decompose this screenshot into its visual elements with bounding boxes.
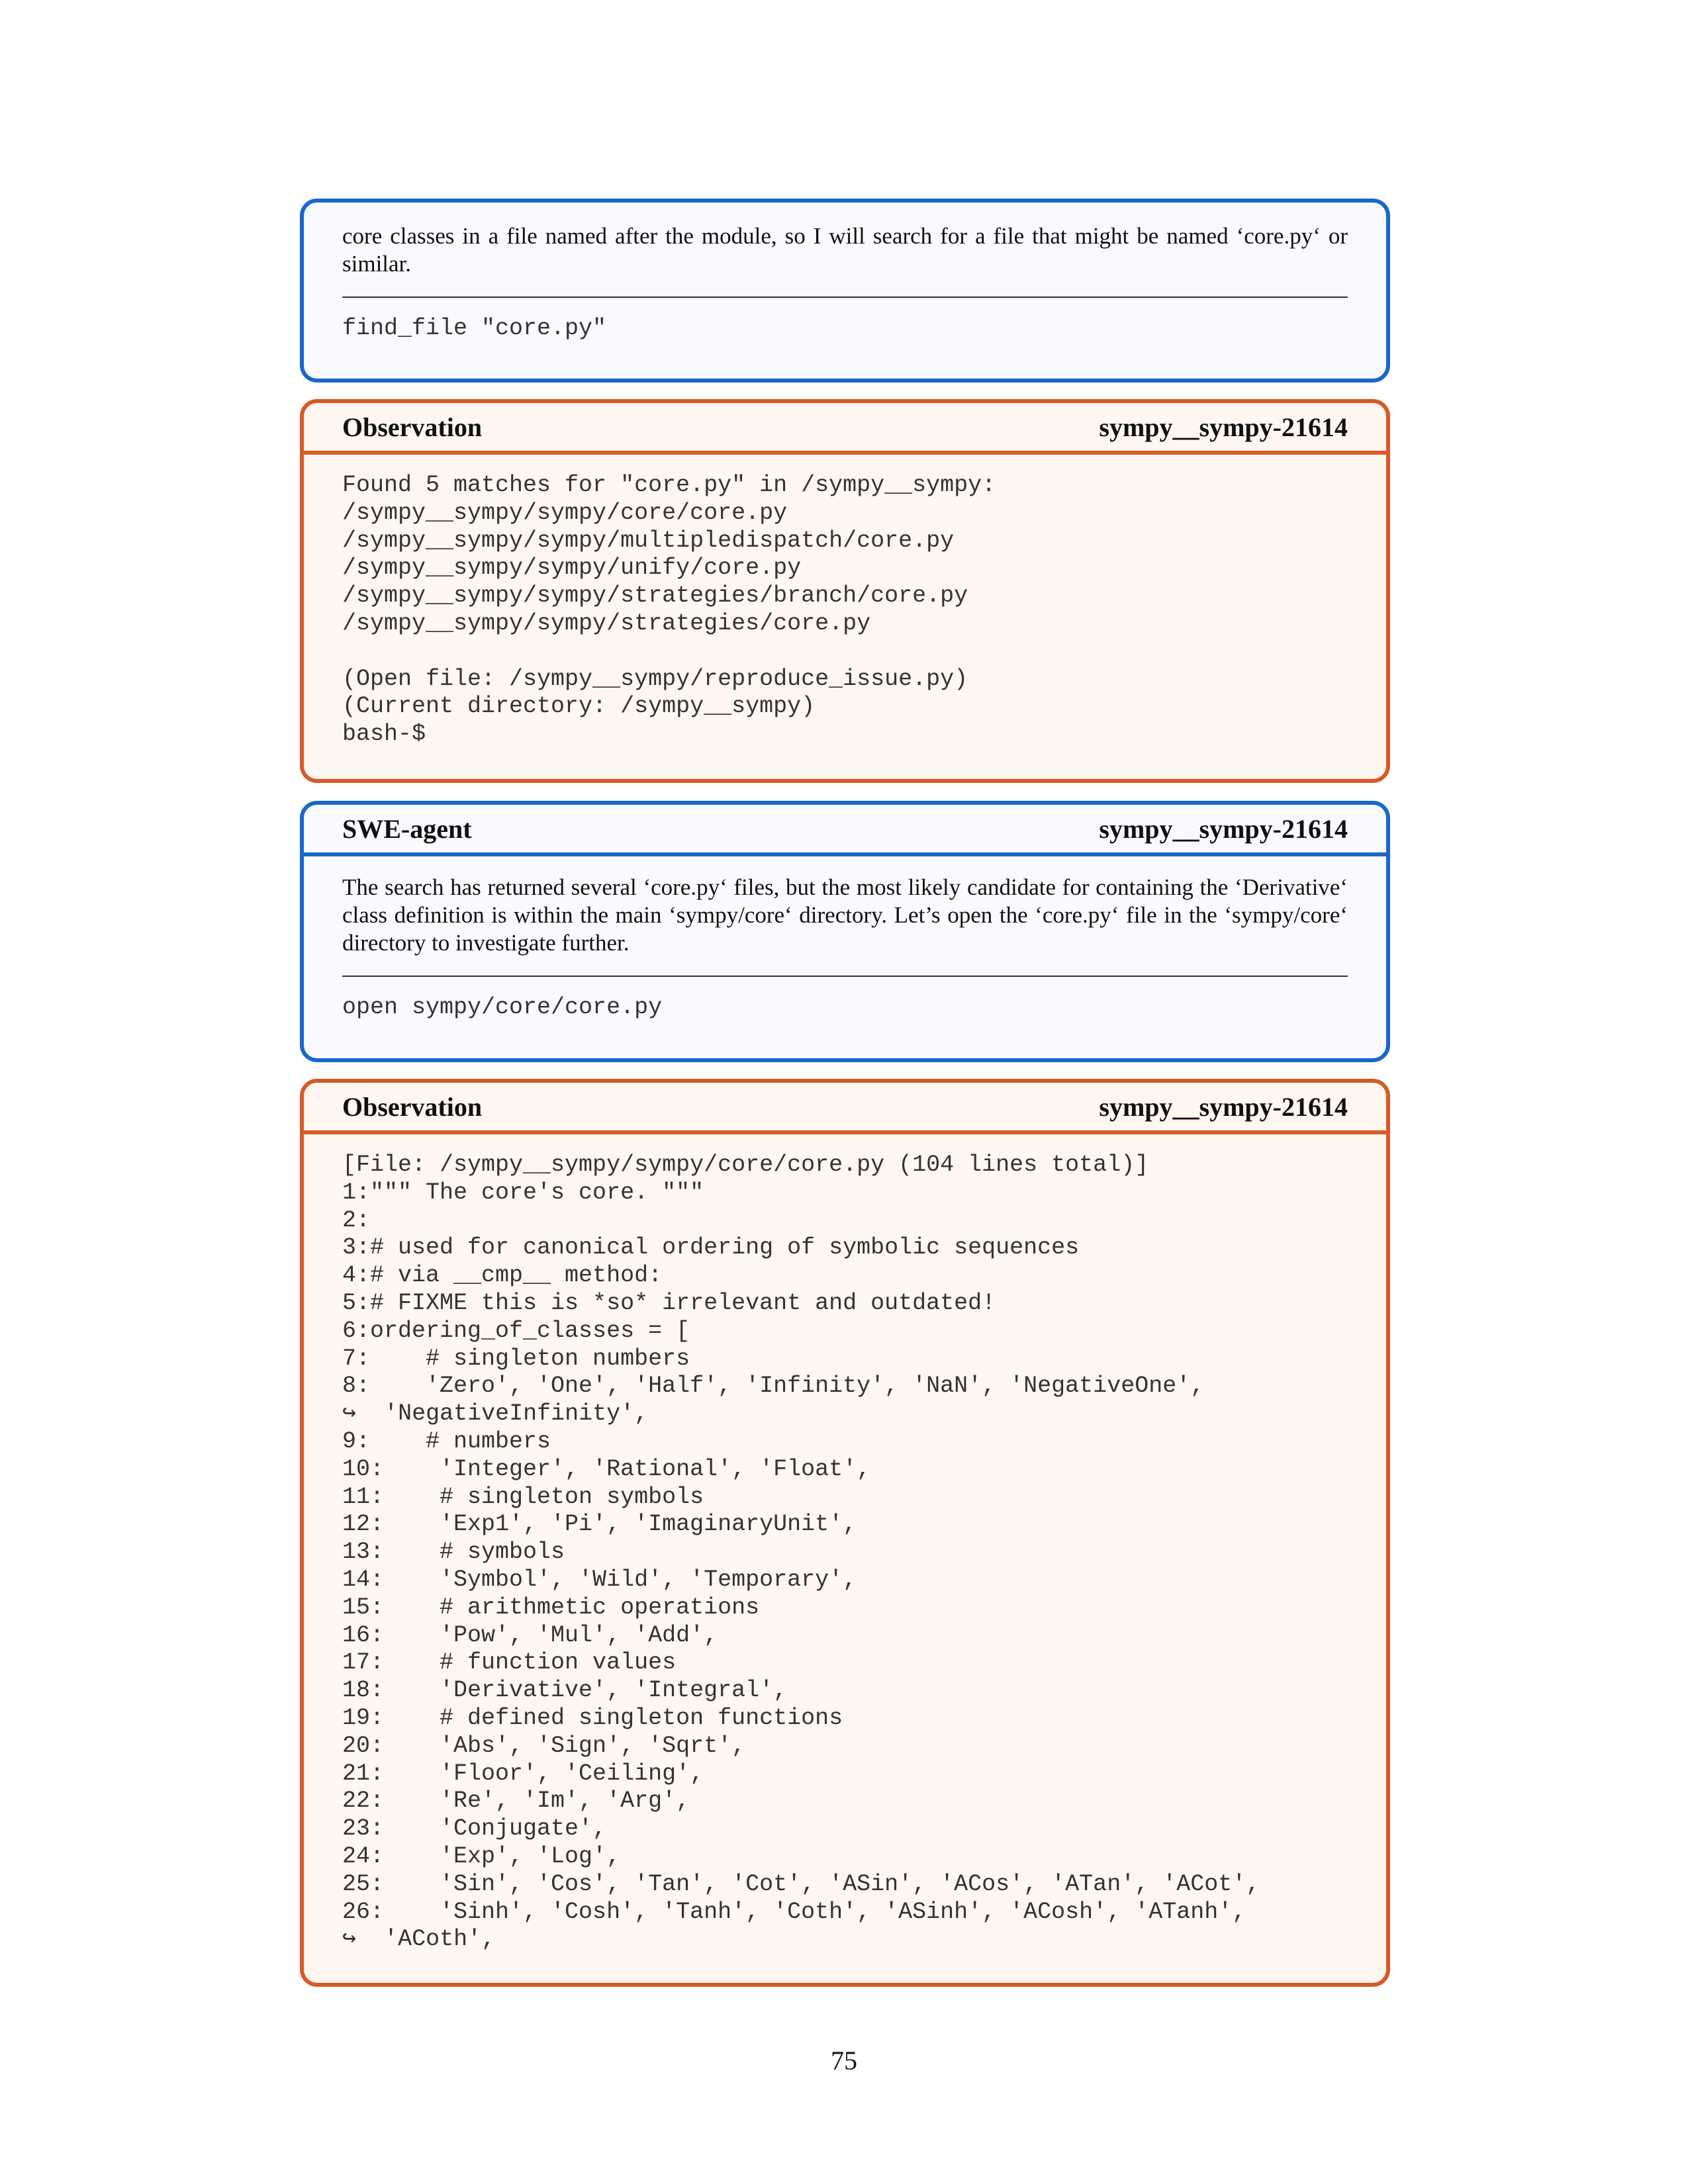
observation-header xyxy=(304,403,1386,455)
file-view-output xyxy=(342,1152,1348,1954)
agent-header xyxy=(304,805,1386,856)
block-title: Observation xyxy=(342,1091,483,1122)
instance-id: sympy__sympy-21614 xyxy=(1099,412,1348,442)
output-line: 23: 'Conjugate', xyxy=(342,1815,607,1843)
output-line: 13: # symbols xyxy=(342,1539,565,1566)
output-line: 20: 'Abs', 'Sign', 'Sqrt', xyxy=(342,1732,746,1759)
output-line: 15: # arithmetic operations xyxy=(342,1594,760,1621)
observation-block-1 xyxy=(300,399,1390,783)
output-line: (Open file: /sympy__sympy/reproduce_issue.py) xyxy=(342,665,968,692)
observation-block-2 xyxy=(300,1079,1390,1987)
output-line: 3:# used for canonical ordering of symbolic sequences xyxy=(342,1234,1080,1261)
output-line: /sympy__sympy/sympy/strategies/branch/core.py xyxy=(342,582,968,610)
output-line: 12: 'Exp1', 'Pi', 'ImaginaryUnit', xyxy=(342,1511,857,1538)
divider xyxy=(342,296,1348,298)
output-line: /sympy__sympy/sympy/strategies/core.py xyxy=(342,610,871,637)
output-line: 4:# via __cmp__ method: xyxy=(342,1262,663,1289)
output-line: 6:ordering_of_classes = [ xyxy=(342,1317,690,1344)
output-line: 2: xyxy=(342,1206,371,1234)
instance-id: sympy__sympy-21614 xyxy=(1099,1091,1348,1122)
output-line: (Current directory: /sympy__sympy) xyxy=(342,693,816,720)
output-line: ↪ 'ACoth', xyxy=(342,1926,496,1953)
agent-block xyxy=(300,801,1390,1062)
agent-command: open sympy/core/core.py xyxy=(342,994,663,1021)
output-line: 11: # singleton symbols xyxy=(342,1483,704,1510)
output-line: 17: # function values xyxy=(342,1649,677,1676)
output-line: 21: 'Floor', 'Ceiling', xyxy=(342,1760,704,1787)
output-line: 7: # singleton numbers xyxy=(342,1345,690,1372)
output-line: ↪ 'NegativeInfinity', xyxy=(342,1400,649,1428)
output-line: 8: 'Zero', 'One', 'Half', 'Infinity', 'NaN', 'NegativeOne', xyxy=(342,1373,1205,1400)
output-line: 26: 'Sinh', 'Cosh', 'Tanh', 'Coth', 'ASinh', 'ACosh', 'ATanh', xyxy=(342,1898,1246,1925)
output-line: 24: 'Exp', 'Log', xyxy=(342,1843,621,1870)
output-line: 18: 'Derivative', 'Integral', xyxy=(342,1677,788,1704)
agent-thought-text: core classes in a file named after the module, so I will search for a file that might be named ‘core.py‘ or similar. xyxy=(342,223,1348,277)
output-line: 22: 'Re', 'Im', 'Arg', xyxy=(342,1788,690,1815)
output-line: 5:# FIXME this is *so* irrelevant and outdated! xyxy=(342,1289,996,1316)
output-line: 25: 'Sin', 'Cos', 'Tan', 'Cot', 'ASin', 'ACos', 'ATan', 'ACot', xyxy=(342,1870,1260,1897)
output-line: 16: 'Pow', 'Mul', 'Add', xyxy=(342,1621,718,1649)
output-line: /sympy__sympy/sympy/multipledispatch/core.py xyxy=(342,527,955,554)
output-line: 10: 'Integer', 'Rational', 'Float', xyxy=(342,1455,871,1482)
page-number: 75 xyxy=(831,2046,857,2075)
output-line: 14: 'Symbol', 'Wild', 'Temporary', xyxy=(342,1566,857,1593)
output-line: /sympy__sympy/sympy/unify/core.py xyxy=(342,555,802,582)
block-title: SWE-agent xyxy=(342,813,472,844)
block-title: Observation xyxy=(342,412,483,442)
observation-header xyxy=(304,1083,1386,1134)
output-line xyxy=(342,638,1348,666)
output-line: 9: # numbers xyxy=(342,1428,551,1455)
agent-thought-text: The search has returned several ‘core.py‘ files, but the most likely candidate for containing the ‘Derivative‘ class definition is within the main ‘sympy/core‘ directory. Let’s open the ‘core.py‘ file in the ‘sympy/core‘ directory to investigate further. xyxy=(342,874,1348,956)
output-line: /sympy__sympy/sympy/core/core.py xyxy=(342,499,788,526)
divider xyxy=(342,976,1348,977)
output-line: Found 5 matches for "core.py" in /sympy__sympy: xyxy=(342,472,996,498)
output-line: bash-$ xyxy=(342,721,426,748)
agent-block-continued xyxy=(300,199,1390,383)
output-line: 1:""" The core's core. """ xyxy=(342,1179,704,1206)
output-line: 19: # defined singleton functions xyxy=(342,1704,843,1731)
observation-output xyxy=(342,472,1348,749)
output-line: [File: /sympy__sympy/sympy/core/core.py (104 lines total)] xyxy=(342,1152,1149,1178)
agent-command: find_file "core.py" xyxy=(342,315,607,341)
instance-id: sympy__sympy-21614 xyxy=(1099,813,1348,844)
